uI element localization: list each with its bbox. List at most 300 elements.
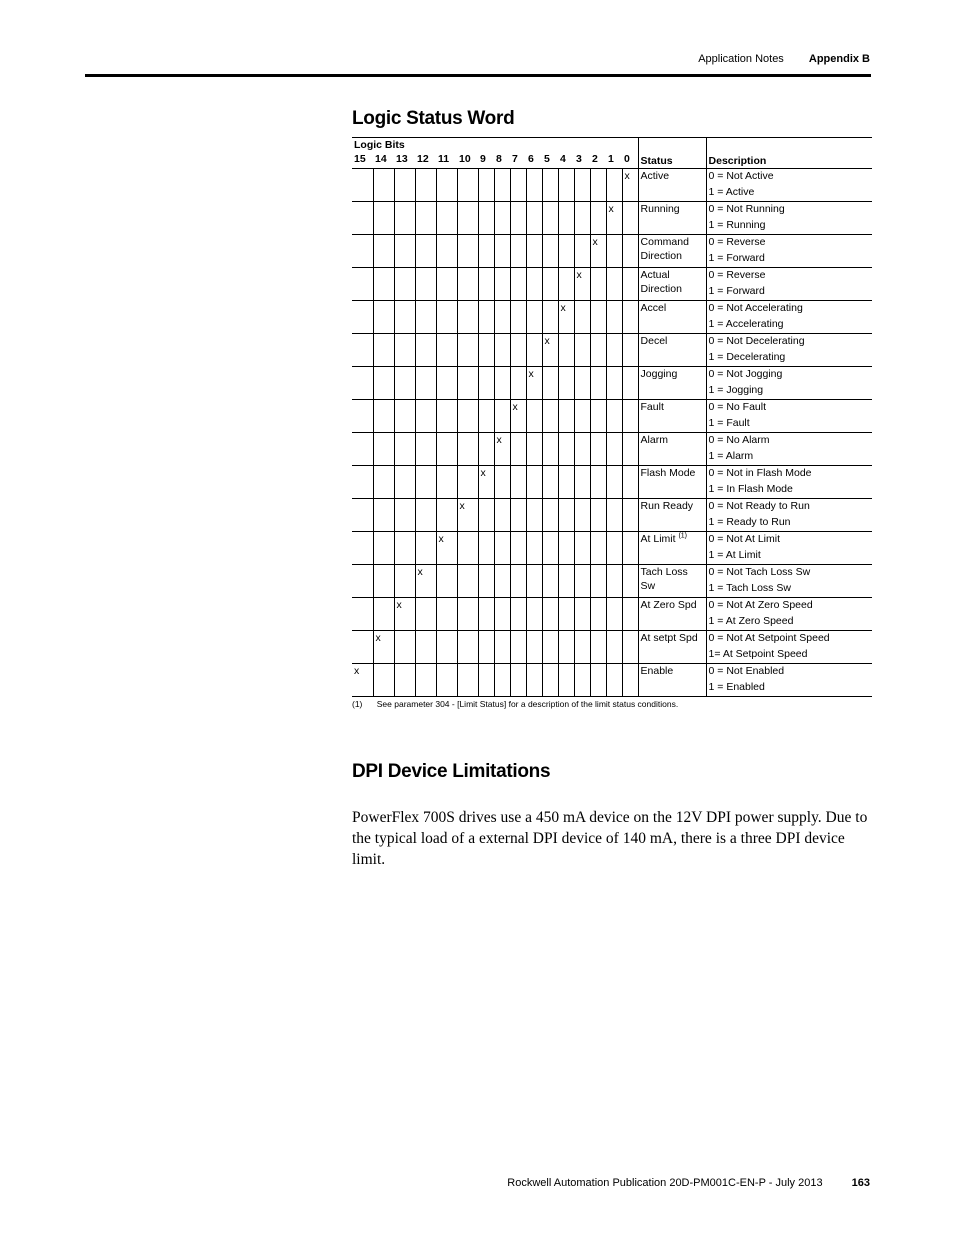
description-line: 0 = No Fault: [708, 401, 767, 413]
bit-cell: [494, 334, 510, 367]
table-row: [352, 532, 872, 565]
bit-cell: [558, 532, 574, 565]
bit-header: 1: [606, 152, 622, 169]
bit-cell: [590, 334, 606, 367]
bit-cell: [558, 235, 574, 268]
status-label: Jogging: [640, 368, 678, 380]
table-row: [352, 367, 872, 400]
bit-cell: [415, 598, 436, 631]
bit-cell: [394, 598, 415, 631]
status-label: At Zero Spd: [640, 599, 697, 611]
table-row: [352, 631, 872, 664]
bit-cell: [526, 169, 542, 202]
bit-cell: [352, 202, 373, 235]
bit-cell: [510, 169, 526, 202]
bit-cell: [394, 664, 415, 697]
description-line: 1 = Ready to Run: [708, 516, 791, 528]
bit-cell: [436, 631, 457, 664]
bit-cell: [494, 664, 510, 697]
bit-cell: [352, 268, 373, 301]
description-cell: [706, 565, 872, 598]
bit-cell: [526, 499, 542, 532]
bit-cell: [574, 268, 590, 301]
bit-cell: [373, 235, 394, 268]
bit-cell: [558, 631, 574, 664]
description-cell: [706, 598, 872, 631]
description-line: 0 = Not Ready to Run: [708, 500, 810, 512]
dpi-limitations-title: DPI Device Limitations: [352, 761, 551, 782]
logic-bits-header: Logic Bits: [352, 138, 638, 153]
bit-cell: [606, 433, 622, 466]
bit-cell: [478, 664, 494, 697]
bit-cell: [373, 631, 394, 664]
bit-cell: [436, 334, 457, 367]
description-line: 1 = Active: [708, 186, 755, 198]
table-row: [352, 268, 872, 301]
bit-cell: [622, 466, 638, 499]
footnote-mark: (1): [352, 699, 363, 709]
bit-cell: [373, 664, 394, 697]
bit-cell: [436, 268, 457, 301]
bit-cell: [457, 664, 478, 697]
table-row: [352, 664, 872, 697]
bit-cell: [542, 433, 558, 466]
bit-cell: [542, 466, 558, 499]
bit-cell: [478, 367, 494, 400]
bit-cell: [622, 565, 638, 598]
bit-cell: [494, 268, 510, 301]
bit-header: 9: [478, 152, 494, 169]
bit-cell: [590, 268, 606, 301]
bit-cell: [590, 202, 606, 235]
bit-cell: [526, 301, 542, 334]
bit-cell: [494, 631, 510, 664]
bit-header: 10: [457, 152, 478, 169]
table-row: [352, 202, 872, 235]
bit-cell: [510, 565, 526, 598]
bit-cell: [526, 433, 542, 466]
bit-cell: [436, 367, 457, 400]
status-cell: [638, 565, 706, 598]
bit-cell: [352, 664, 373, 697]
bit-cell: [436, 301, 457, 334]
description-cell: [706, 400, 872, 433]
bit-cell: [352, 433, 373, 466]
bit-cell: [457, 532, 478, 565]
bit-cell: [478, 400, 494, 433]
bit-cell: [494, 301, 510, 334]
bit-cell: [436, 169, 457, 202]
bit-cell: [494, 466, 510, 499]
bit-cell: [590, 664, 606, 697]
bit-cell: [457, 565, 478, 598]
bit-cell: [622, 664, 638, 697]
table-row: [352, 169, 872, 202]
bit-mark: x: [608, 203, 614, 215]
bit-cell: [590, 532, 606, 565]
bit-cell: [606, 532, 622, 565]
bit-cell: [510, 268, 526, 301]
description-line: 0 = Not At Setpoint Speed: [708, 632, 830, 644]
status-cell: [638, 532, 706, 565]
bit-cell: [436, 433, 457, 466]
bit-cell: [352, 565, 373, 598]
bit-cell: [494, 433, 510, 466]
bit-cell: [510, 466, 526, 499]
bit-cell: [494, 532, 510, 565]
description-line: 0 = Reverse: [708, 269, 766, 281]
description-header: Description: [706, 138, 872, 169]
status-label: Alarm: [640, 434, 668, 446]
bit-cell: [590, 466, 606, 499]
bit-cell: [558, 301, 574, 334]
bit-cell: [622, 202, 638, 235]
bit-cell: [352, 400, 373, 433]
bit-cell: [574, 301, 590, 334]
bit-cell: [478, 499, 494, 532]
description-cell: [706, 202, 872, 235]
bit-header: 7: [510, 152, 526, 169]
bit-cell: [494, 202, 510, 235]
bit-cell: [394, 532, 415, 565]
bit-cell: [510, 598, 526, 631]
bit-cell: [494, 169, 510, 202]
bit-cell: [415, 334, 436, 367]
status-cell: [638, 631, 706, 664]
description-line: 0 = Not Tach Loss Sw: [708, 566, 811, 578]
header-appendix: Appendix B: [808, 53, 870, 65]
bit-cell: [415, 532, 436, 565]
description-line: 0 = Reverse: [708, 236, 766, 248]
bit-cell: [478, 433, 494, 466]
bit-cell: [510, 433, 526, 466]
bit-header: 5: [542, 152, 558, 169]
description-cell: [706, 664, 872, 697]
description-line: 1 = Fault: [708, 417, 750, 429]
status-label: Enable: [640, 665, 674, 677]
bit-header: 6: [526, 152, 542, 169]
bit-cell: [352, 499, 373, 532]
bit-cell: [415, 268, 436, 301]
bit-cell: [394, 169, 415, 202]
bit-cell: [622, 433, 638, 466]
description-line: 0 = Not Jogging: [708, 368, 783, 380]
description-cell: [706, 334, 872, 367]
bit-cell: [542, 202, 558, 235]
bit-cell: [415, 631, 436, 664]
status-cell: [638, 598, 706, 631]
bit-cell: [558, 169, 574, 202]
bit-cell: [574, 202, 590, 235]
bit-cell: [510, 499, 526, 532]
description-line: 0 = Not Active: [708, 170, 774, 182]
bit-cell: [510, 301, 526, 334]
bit-cell: [622, 235, 638, 268]
bit-mark: x: [544, 335, 550, 347]
bit-cell: [558, 268, 574, 301]
bit-cell: [494, 400, 510, 433]
bit-cell: [542, 499, 558, 532]
bit-mark: x: [396, 599, 402, 611]
bit-cell: [542, 268, 558, 301]
bit-cell: [394, 301, 415, 334]
bit-cell: [590, 631, 606, 664]
table-row: [352, 598, 872, 631]
description-line: 0 = No Alarm: [708, 434, 770, 446]
bit-cell: [457, 367, 478, 400]
description-line: 1 = At Zero Speed: [708, 615, 794, 627]
bit-cell: [436, 598, 457, 631]
bit-cell: [606, 169, 622, 202]
bit-cell: [622, 169, 638, 202]
bit-cell: [622, 301, 638, 334]
bit-cell: [436, 400, 457, 433]
bit-cell: [394, 367, 415, 400]
bit-cell: [574, 532, 590, 565]
bit-cell: [415, 301, 436, 334]
bit-cell: [478, 565, 494, 598]
bit-cell: [574, 565, 590, 598]
bit-cell: [457, 433, 478, 466]
table-row: [352, 334, 872, 367]
bit-cell: [352, 532, 373, 565]
bit-cell: [526, 565, 542, 598]
bit-cell: [590, 433, 606, 466]
page-footer: [507, 1177, 870, 1189]
bit-cell: [606, 301, 622, 334]
table-row: [352, 433, 872, 466]
description-line: 1 = At Limit: [708, 549, 761, 561]
bit-cell: [510, 664, 526, 697]
bit-cell: [478, 532, 494, 565]
description-line: 0 = Not At Limit: [708, 533, 781, 545]
bit-cell: [574, 466, 590, 499]
bit-cell: [542, 664, 558, 697]
bit-cell: [510, 235, 526, 268]
bit-cell: [457, 235, 478, 268]
bit-cell: [542, 301, 558, 334]
status-label: Tach Loss Sw: [640, 566, 688, 592]
bit-mark: x: [528, 368, 534, 380]
bit-cell: [558, 466, 574, 499]
bit-cell: [510, 400, 526, 433]
bit-cell: [415, 499, 436, 532]
bit-cell: [510, 631, 526, 664]
table-row: [352, 499, 872, 532]
description-line: 0 = Not in Flash Mode: [708, 467, 812, 479]
status-cell: [638, 334, 706, 367]
bit-cell: [606, 400, 622, 433]
bit-header: 2: [590, 152, 606, 169]
bit-cell: [457, 268, 478, 301]
description-line: 0 = Not At Zero Speed: [708, 599, 813, 611]
bit-cell: [590, 169, 606, 202]
bit-mark: x: [624, 170, 630, 182]
bit-cell: [606, 598, 622, 631]
description-cell: [706, 631, 872, 664]
bit-cell: [394, 400, 415, 433]
bit-cell: [494, 499, 510, 532]
bit-cell: [606, 664, 622, 697]
bit-cell: [373, 532, 394, 565]
bit-mark: x: [560, 302, 566, 314]
bit-cell: [622, 598, 638, 631]
bit-cell: [373, 202, 394, 235]
bit-cell: [606, 202, 622, 235]
status-cell: [638, 466, 706, 499]
description-line: 1= At Setpoint Speed: [708, 648, 808, 660]
bit-cell: [574, 235, 590, 268]
bit-cell: [373, 433, 394, 466]
bit-cell: [526, 268, 542, 301]
page-header: [698, 53, 870, 65]
bit-cell: [510, 334, 526, 367]
bit-cell: [542, 631, 558, 664]
bit-cell: [457, 202, 478, 235]
bit-cell: [478, 202, 494, 235]
bit-cell: [574, 631, 590, 664]
status-label: At Limit: [640, 533, 676, 545]
bit-cell: [542, 367, 558, 400]
bit-cell: [457, 334, 478, 367]
bit-mark: x: [496, 434, 502, 446]
description-cell: [706, 367, 872, 400]
bit-cell: [415, 466, 436, 499]
bit-cell: [352, 466, 373, 499]
logic-status-title: Logic Status Word: [352, 108, 515, 129]
description-line: 1 = Tach Loss Sw: [708, 582, 791, 594]
bit-cell: [574, 400, 590, 433]
description-cell: [706, 433, 872, 466]
bit-cell: [558, 367, 574, 400]
bit-cell: [373, 169, 394, 202]
bit-header: 11: [436, 152, 457, 169]
bit-cell: [394, 499, 415, 532]
bit-cell: [526, 202, 542, 235]
bit-cell: [436, 532, 457, 565]
status-label: Fault: [640, 401, 664, 413]
bit-header: 3: [574, 152, 590, 169]
status-cell: [638, 202, 706, 235]
description-line: 0 = Not Enabled: [708, 665, 785, 677]
description-line: 1 = Alarm: [708, 450, 754, 462]
bit-cell: [436, 565, 457, 598]
bit-cell: [478, 235, 494, 268]
bit-cell: [606, 631, 622, 664]
description-line: 1 = Enabled: [708, 681, 765, 693]
bit-cell: [526, 598, 542, 631]
bit-cell: [436, 235, 457, 268]
bit-cell: [373, 598, 394, 631]
bit-cell: [373, 334, 394, 367]
bit-cell: [558, 334, 574, 367]
bit-cell: [415, 202, 436, 235]
bit-cell: [542, 400, 558, 433]
footnote-text: See parameter 304 - [Limit Status] for a description of the limit status conditions.: [376, 699, 679, 709]
bit-cell: [436, 202, 457, 235]
bit-mark: x: [576, 269, 582, 281]
status-label: Run Ready: [640, 500, 694, 512]
bit-cell: [606, 565, 622, 598]
bit-cell: [352, 367, 373, 400]
bit-cell: [622, 334, 638, 367]
logic-status-table: [352, 137, 872, 697]
status-cell: [638, 268, 706, 301]
footer-publication: Rockwell Automation Publication 20D-PM001C-EN-P - July 2013: [507, 1177, 823, 1189]
bit-cell: [352, 301, 373, 334]
bit-cell: [394, 268, 415, 301]
bit-cell: [622, 499, 638, 532]
bit-header: 12: [415, 152, 436, 169]
bit-cell: [606, 367, 622, 400]
bit-cell: [494, 367, 510, 400]
bit-cell: [457, 169, 478, 202]
description-line: 1 = Jogging: [708, 384, 764, 396]
bit-cell: [606, 268, 622, 301]
description-cell: [706, 169, 872, 202]
status-cell: [638, 367, 706, 400]
table-row: [352, 466, 872, 499]
bit-cell: [590, 598, 606, 631]
bit-cell: [394, 334, 415, 367]
description-cell: [706, 235, 872, 268]
bit-cell: [510, 367, 526, 400]
bit-cell: [457, 598, 478, 631]
bit-cell: [373, 400, 394, 433]
bit-cell: [622, 367, 638, 400]
bit-cell: [436, 499, 457, 532]
bit-cell: [542, 565, 558, 598]
bit-cell: [622, 268, 638, 301]
description-line: 1 = Forward: [708, 285, 765, 297]
description-cell: [706, 466, 872, 499]
bit-mark: x: [417, 566, 423, 578]
bit-cell: [478, 598, 494, 631]
status-label: At setpt Spd: [640, 632, 698, 644]
status-label: Decel: [640, 335, 668, 347]
bit-cell: [574, 169, 590, 202]
status-cell: [638, 235, 706, 268]
bit-cell: [590, 499, 606, 532]
bit-cell: [478, 466, 494, 499]
bit-cell: [542, 169, 558, 202]
status-label: Actual Direction: [640, 269, 682, 295]
bit-cell: [373, 565, 394, 598]
bit-cell: [478, 169, 494, 202]
bit-cell: [526, 367, 542, 400]
bit-cell: [352, 235, 373, 268]
bit-cell: [622, 532, 638, 565]
bit-cell: [606, 334, 622, 367]
bit-mark: x: [480, 467, 486, 479]
footnote-ref: (1): [678, 532, 688, 540]
bit-mark: x: [592, 236, 598, 248]
bit-cell: [590, 400, 606, 433]
status-cell: [638, 499, 706, 532]
table-row: [352, 565, 872, 598]
bit-cell: [558, 565, 574, 598]
bit-cell: [373, 367, 394, 400]
status-label: Flash Mode: [640, 467, 696, 479]
table-row: [352, 301, 872, 334]
table-row: [352, 400, 872, 433]
status-cell: [638, 400, 706, 433]
bit-cell: [415, 433, 436, 466]
bit-header: 8: [494, 152, 510, 169]
bit-cell: [526, 400, 542, 433]
bit-cell: [590, 301, 606, 334]
bit-mark: x: [512, 401, 518, 413]
